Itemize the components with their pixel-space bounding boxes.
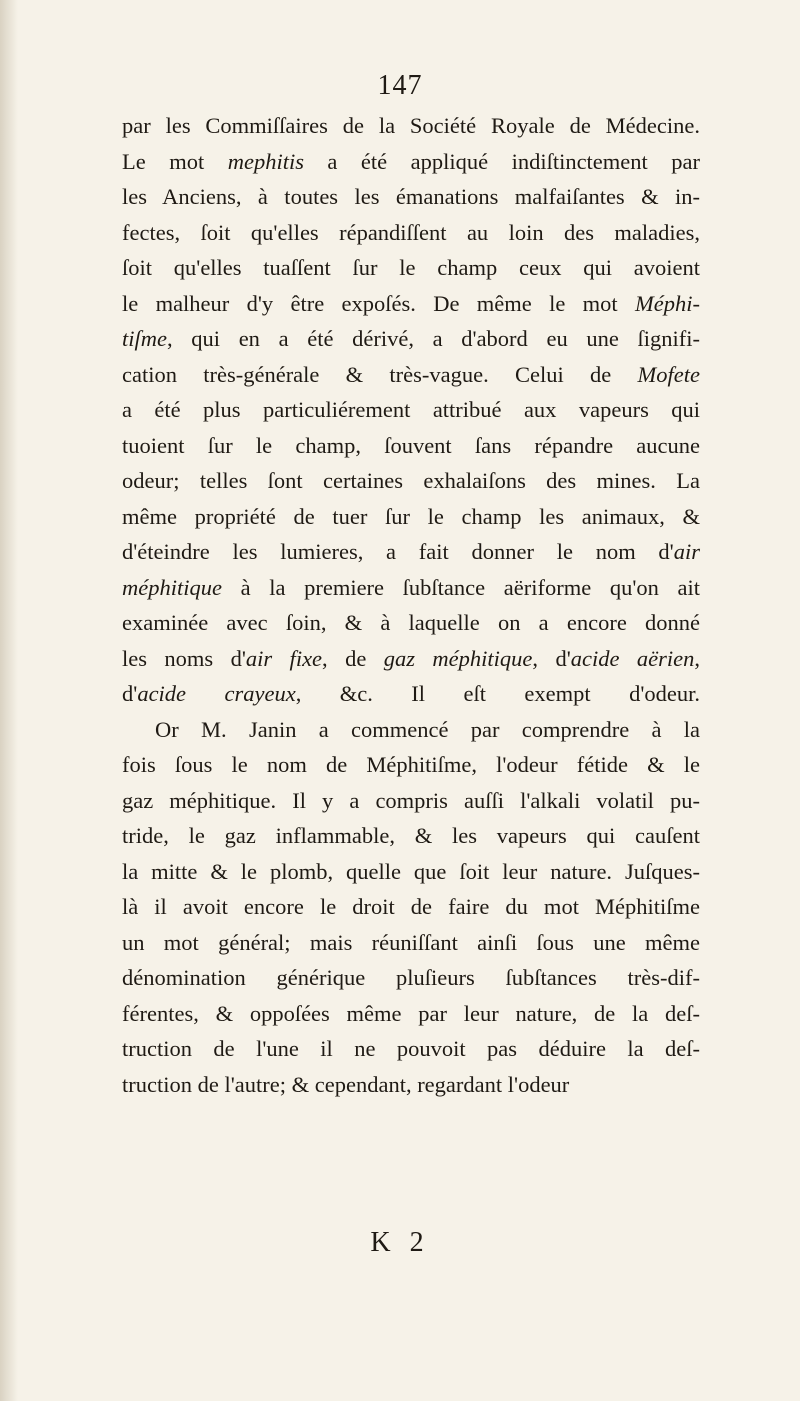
text-line [122, 818, 700, 854]
text-run: a été plus particuliérement attribué aux vapeurs qui [122, 397, 700, 422]
text-line [122, 783, 700, 819]
text-line [122, 499, 700, 535]
text-run: cation très-générale & très-vague. Celui de [122, 361, 638, 387]
text-run: odeur; telles ſont certaines exhalaiſons des mines. La [122, 468, 700, 493]
text-line [122, 676, 700, 712]
text-run: dénomination générique pluſieurs ſubſtances très-dif- [122, 965, 700, 990]
text-run: , &c. Il eſt exempt d'odeur. [295, 681, 700, 706]
text-line [122, 960, 700, 996]
text-run: Or M. Janin a commencé par comprendre à la [155, 716, 700, 742]
text-run: tuoient ſur le champ, ſouvent ſans répandre aucune [122, 432, 700, 458]
text-run: examinée avec ſoin, & à laquelle on a encore donné [122, 610, 700, 635]
text-line [122, 250, 700, 286]
italic-term: méphitique [122, 574, 222, 600]
text-run: gaz méphitique. Il y a compris auſſi l'alkali volatil pu- [122, 787, 700, 813]
text-line [122, 747, 700, 783]
italic-term: tiſme [122, 326, 167, 351]
text-run: , qui en a été dérivé, a d'abord eu une ſignifi- [167, 326, 700, 351]
text-run: les Anciens, à toutes les émanations malfaiſantes & in- [122, 184, 700, 209]
text-line [122, 144, 700, 180]
text-line [122, 463, 700, 499]
text-run: , d' [532, 645, 571, 671]
text-line [122, 570, 700, 606]
text-line [122, 357, 700, 393]
page-number: 147 [377, 70, 423, 101]
text-run: fois ſous le nom de Méphitiſme, l'odeur fétide & le [122, 752, 700, 777]
page-edge-shadow [0, 0, 18, 1401]
text-run: d' [122, 681, 138, 706]
text-run: d'éteindre les lumieres, a fait donner le nom d' [122, 539, 674, 564]
text-run: même propriété de tuer ſur le champ les animaux, & [122, 503, 700, 529]
italic-term: Mofete [637, 361, 700, 387]
text-line [122, 1067, 700, 1103]
italic-term: air [673, 539, 700, 564]
text-line [122, 925, 700, 961]
text-run: fectes, ſoit qu'elles répandiſſent au loin des maladies, [122, 219, 700, 245]
text-line [122, 286, 700, 322]
text-line [122, 428, 700, 464]
italic-term: Méphi- [635, 290, 700, 316]
text-run: les noms d' [122, 645, 246, 671]
text-run: par les Commiſſaires de la Société Royale de Médecine. [122, 113, 700, 138]
text-run: là il avoit encore le droit de faire du mot Méphitiſme [122, 894, 700, 919]
text-run: la mitte & le plomb, quelle que ſoit leur nature. Juſques- [122, 858, 700, 884]
text-run: truction de l'autre; & cependant, regardant l'odeur [122, 1071, 570, 1097]
text-run: un mot général; mais réuniſſant ainſi ſous une même [122, 929, 700, 955]
text-line [122, 712, 700, 748]
italic-term: acide aërien [570, 645, 695, 671]
italic-term: mephitis [227, 148, 304, 174]
text-line [122, 215, 700, 251]
text-line [122, 889, 700, 925]
text-run: à la premiere ſubſtance aëriforme qu'on ait [221, 574, 700, 600]
text-line [122, 1031, 700, 1067]
text-run: ſoit qu'elles tuaſſent ſur le champ ceux qui avoient [122, 255, 700, 280]
text-run: , de [322, 645, 384, 671]
italic-term: gaz méphitique [383, 645, 533, 671]
text-run: a été appliqué indiſtinctement par [303, 148, 700, 174]
text-run: , [694, 645, 700, 671]
italic-term: air fixe [245, 645, 323, 671]
text-run: truction de l'une il ne pouvoit pas déduire la deſ- [122, 1036, 700, 1061]
text-run: férentes, & oppoſées même par leur nature, de la deſ- [122, 1000, 700, 1026]
text-line [122, 321, 700, 357]
text-line [122, 534, 700, 570]
italic-term: acide crayeux [137, 681, 296, 706]
body-text [122, 108, 700, 1102]
text-line [122, 392, 700, 428]
signature-mark: K 2 [370, 1227, 430, 1258]
text-run: tride, le gaz inflammable, & les vapeurs qui cauſent [122, 823, 700, 848]
text-line [122, 996, 700, 1032]
text-line [122, 641, 700, 677]
text-line [122, 854, 700, 890]
text-run: le malheur d'y être expoſés. De même le mot [122, 290, 636, 316]
text-line [122, 179, 700, 215]
text-line [122, 605, 700, 641]
text-line [122, 108, 700, 144]
text-run: Le mot [122, 148, 228, 174]
